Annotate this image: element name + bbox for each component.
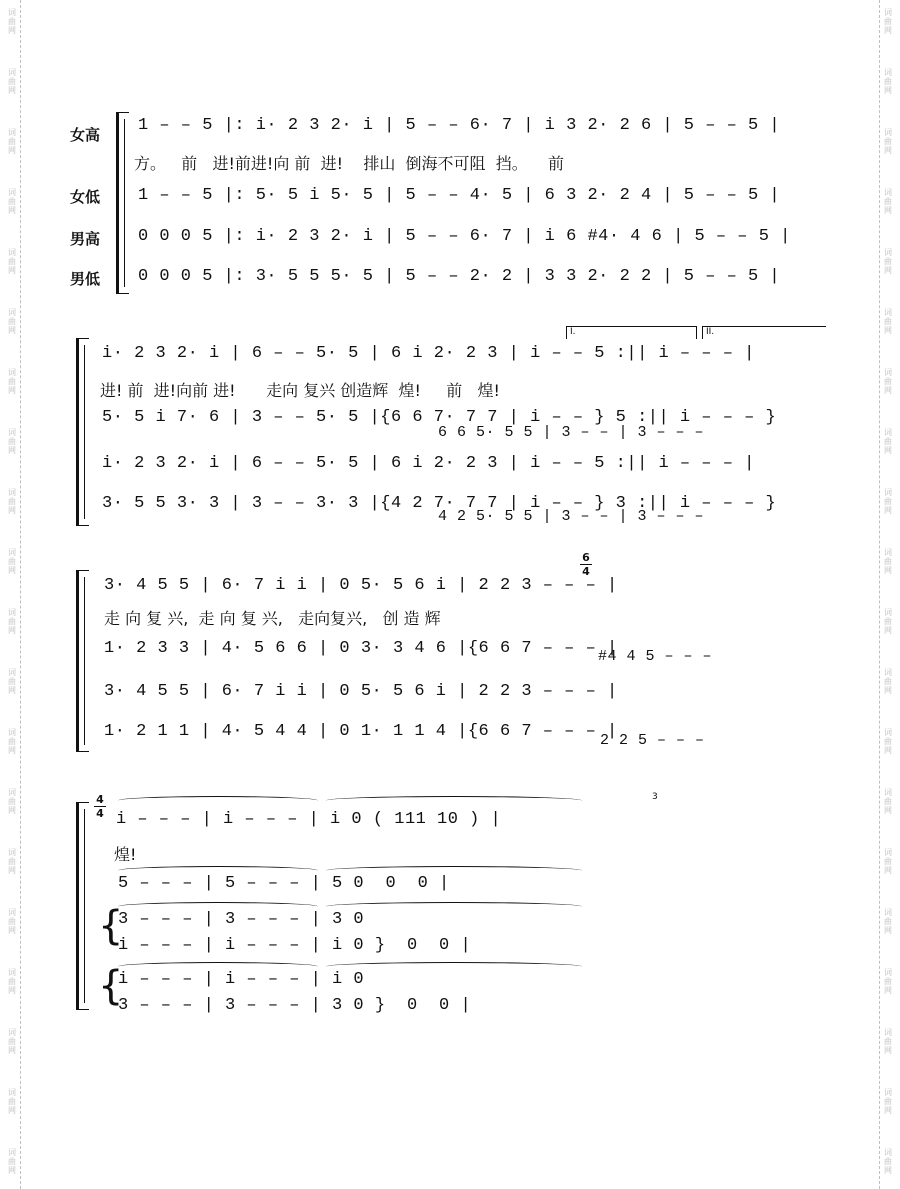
tie-arc [118, 796, 318, 805]
notation-line-bass: 0 0 0 5 |: 3· 5 5 5· 5 | 5 – – 2· 2 | 3 3 2· 2 2 | 5 – – 5 | [138, 267, 781, 286]
watermark-text: 词 曲 网 [8, 728, 16, 755]
lyric-line: 煌! [114, 845, 137, 864]
watermark-text: 词 曲 网 [884, 668, 892, 695]
watermark-text: 词 曲 网 [8, 428, 16, 455]
time-signature-numerator: 6 [582, 551, 590, 564]
watermark-text: 词 曲 网 [884, 548, 892, 575]
system-bracket [76, 338, 89, 526]
watermark-text: 词 曲 网 [884, 368, 892, 395]
notation-line-soprano: 3· 4 5 5 | 6· 7 i i | 0 5· 5 6 i | 2 2 3 – – – | [104, 576, 618, 595]
time-signature-denominator: 4 [582, 565, 590, 578]
notation-line-tenor: i· 2 3 2· i | 6 – – 5· 5 | 6 i 2· 2 3 | i – – 5 :|| i – – – | [102, 454, 755, 473]
notation-line-alto: 1· 2 3 3 | 4· 5 6 6 | 0 3· 3 4 6 |{6 6 7 – – – | [104, 639, 618, 658]
lyric-line: 走 向 复 兴, 走 向 复 兴, 走向复兴, 创 造 辉 [104, 609, 441, 628]
watermark-text: 词 曲 网 [884, 8, 892, 35]
lyric-line: 方。 前 进!前进!向 前 进! 排山 倒海不可阻 挡。 前 [134, 154, 565, 173]
notation-line-bass-lower: 3 – – – | 3 – – – | 3 0 } 0 0 | [118, 996, 472, 1015]
watermark-text: 词 曲 网 [8, 608, 16, 635]
watermark-column-right [879, 0, 896, 1189]
watermark-text: 词 曲 网 [8, 248, 16, 275]
watermark-text: 词 曲 网 [8, 308, 16, 335]
watermark-text: 词 曲 网 [8, 668, 16, 695]
notation-line-alto: 5· 5 i 7· 6 | 3 – – 5· 5 |{6 6 7· 7 7 | i – – } 5 :|| i – – – } [102, 408, 777, 427]
volta-second-ending: II. [702, 326, 826, 339]
notation-line-soprano: i· 2 3 2· i | 6 – – 5· 5 | 6 i 2· 2 3 | i – – 5 :|| i – – – | [102, 344, 755, 363]
notation-line-bass: 3· 5 5 3· 3 | 3 – – 3· 3 |{4 2 7· 7 7 | i – – } 3 :|| i – – – } [102, 494, 777, 513]
notation-line-bass-lower: 2 2 5 – – – [600, 732, 705, 749]
system-bracket [76, 802, 89, 1010]
watermark-text: 词 曲 网 [8, 128, 16, 155]
watermark-text: 词 曲 网 [884, 1028, 892, 1055]
watermark-column-left [4, 0, 21, 1189]
watermark-text: 词 曲 网 [8, 788, 16, 815]
notation-line-alto-lower: 6 6 5· 5 5 | 3 – – | 3 – – – [438, 424, 705, 441]
notation-line-tenor-upper: 3 – – – | 3 – – – | 3 0 [118, 910, 365, 929]
tie-arc [326, 796, 582, 805]
watermark-text: 词 曲 网 [8, 368, 16, 395]
time-signature-four-four [94, 794, 106, 819]
watermark-text: 词 曲 网 [884, 188, 892, 215]
watermark-text: 词 曲 网 [8, 68, 16, 95]
watermark-text: 词 曲 网 [884, 308, 892, 335]
watermark-text: 词 曲 网 [884, 488, 892, 515]
volta-first-ending: I. [566, 326, 697, 339]
watermark-text: 词 曲 网 [884, 848, 892, 875]
watermark-text: 词 曲 网 [8, 968, 16, 995]
tie-arc [326, 902, 582, 911]
time-signature-denominator: 4 [96, 807, 104, 820]
part-label-tenor: 男高 [70, 230, 101, 248]
notation-line-soprano: i – – – | i – – – | i 0 ( 111 10 ) | [116, 810, 502, 829]
watermark-text: 词 曲 网 [884, 908, 892, 935]
watermark-text: 词 曲 网 [8, 488, 16, 515]
lyric-line: 进! 前 进!向前 进! 走向 复兴 创造辉 煌! 前 煌! [100, 381, 500, 400]
watermark-text: 词 曲 网 [884, 1148, 892, 1175]
notation-line-bass-lower: 4 2 5· 5 5 | 3 – – | 3 – – – [438, 508, 705, 525]
watermark-text: 词 曲 网 [884, 788, 892, 815]
system-bracket [76, 570, 89, 752]
notation-line-bass: 1· 2 1 1 | 4· 5 4 4 | 0 1· 1 1 4 |{6 6 7 – – – | [104, 722, 618, 741]
notation-line-alto: 1 – – 5 |: 5· 5 i 5· 5 | 5 – – 4· 5 | 6 3 2· 2 4 | 5 – – 5 | [138, 186, 781, 205]
notation-line-tenor-lower: i – – – | i – – – | i 0 } 0 0 | [118, 936, 472, 955]
tie-arc [326, 962, 582, 971]
watermark-text: 词 曲 网 [8, 848, 16, 875]
watermark-text: 词 曲 网 [884, 1088, 892, 1115]
watermark-text: 词 曲 网 [884, 248, 892, 275]
watermark-text: 词 曲 网 [8, 1028, 16, 1055]
notation-line-bass-upper: i – – – | i – – – | i 0 [118, 970, 365, 989]
system-bracket [116, 112, 129, 294]
watermark-text: 词 曲 网 [884, 428, 892, 455]
notation-line-alto-lower: #4 4 5 – – – [598, 648, 713, 665]
notation-line-alto: 5 – – – | 5 – – – | 5 0 0 0 | [118, 874, 450, 893]
watermark-text: 词 曲 网 [884, 608, 892, 635]
part-label-soprano: 女高 [70, 126, 101, 144]
watermark-text: 词 曲 网 [8, 1148, 16, 1175]
watermark-text: 词 曲 网 [8, 188, 16, 215]
notation-line-soprano: 1 – – 5 |: i· 2 3 2· i | 5 – – 6· 7 | i 3 2· 2 6 | 5 – – 5 | [138, 116, 781, 135]
watermark-text: 词 曲 网 [884, 728, 892, 755]
time-signature-six-four [580, 552, 592, 577]
part-label-bass: 男低 [70, 270, 101, 288]
watermark-text: 词 曲 网 [8, 1088, 16, 1115]
watermark-text: 词 曲 网 [884, 128, 892, 155]
time-signature-numerator: 4 [96, 793, 104, 806]
watermark-text: 词 曲 网 [884, 68, 892, 95]
triplet-mark: 3 [652, 792, 658, 802]
watermark-text: 词 曲 网 [884, 968, 892, 995]
notation-line-tenor: 3· 4 5 5 | 6· 7 i i | 0 5· 5 6 i | 2 2 3 – – – | [104, 682, 618, 701]
watermark-text: 词 曲 网 [8, 908, 16, 935]
watermark-text: 词 曲 网 [8, 548, 16, 575]
voice-group-brace: { [98, 963, 124, 1009]
watermark-text: 词 曲 网 [8, 8, 16, 35]
notation-line-tenor: 0 0 0 5 |: i· 2 3 2· i | 5 – – 6· 7 | i 6 #4· 4 6 | 5 – – 5 | [138, 227, 791, 246]
part-label-alto: 女低 [70, 188, 101, 206]
voice-group-brace: { [98, 903, 124, 949]
